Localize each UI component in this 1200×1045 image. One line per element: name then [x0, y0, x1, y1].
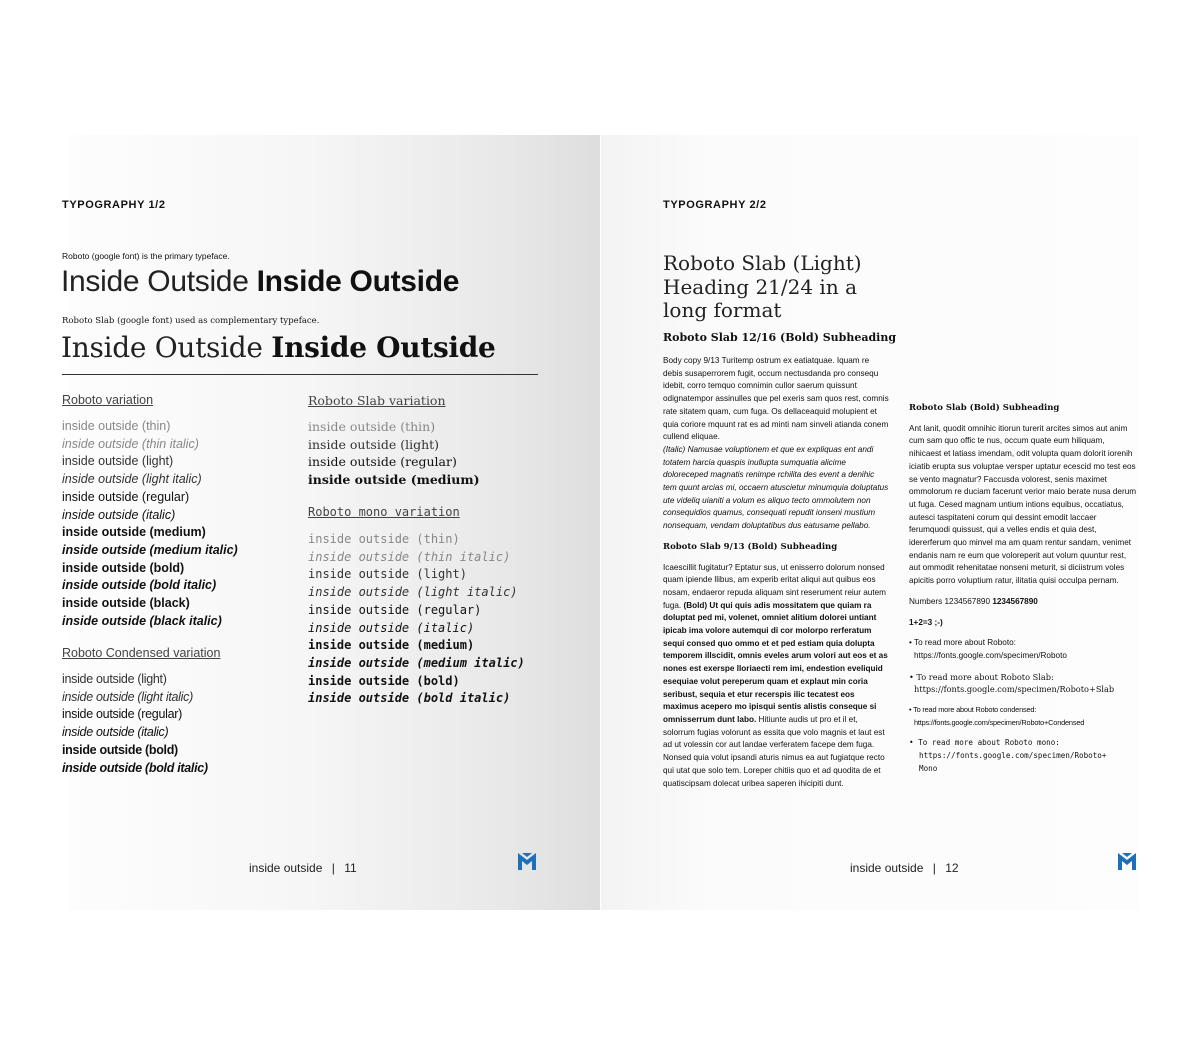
link-url[interactable]: https://fonts.google.com/specimen/Roboto+Mono	[919, 751, 1107, 773]
body-column-1	[663, 355, 889, 798]
list-item: inside outside (italic)	[62, 507, 176, 522]
subheading-9-13: Roboto Slab 9/13 (Bold) Subheading	[663, 541, 838, 552]
page-footer	[249, 861, 357, 875]
footer-text: inside outside	[249, 861, 323, 875]
slab-variation-list	[308, 418, 480, 489]
link-roboto-slab	[909, 671, 1139, 696]
link-label: • To read more about Roboto mono:	[909, 738, 1060, 748]
slab-sample-bold: Inside Outside	[271, 331, 496, 364]
page-header: TYPOGRAPHY 2/2	[663, 199, 767, 211]
list-item: inside outside (light italic)	[62, 472, 202, 487]
list-item: inside outside (medium italic)	[308, 655, 525, 670]
body-mixed	[663, 562, 889, 791]
list-item: inside outside (medium)	[62, 525, 206, 540]
roboto-sample-bold: Inside Outside	[256, 265, 460, 298]
body-italic: (Italic) Namusae voluptionem et que ex expliquas ent andi totatem harcia quaspis inullupta sumquatia alicime doloreceped magnatis renimpe rchilita des event a denihic tem quunt arcias mi, occaern atuscietur minumquia doluptatus ute videliq uianiti a volum es aliquo tecto ommolutem non consequidios quamus, consequati repudit ionseni mustium nonsequam, vendam doluptatibus dus eatusame pellabo.	[663, 444, 889, 531]
list-item: inside outside (regular)	[308, 602, 482, 617]
slab-sample-light: Inside Outside	[61, 331, 263, 364]
mono-variation-title: Roboto mono variation	[308, 505, 460, 519]
list-item: inside outside (thin)	[62, 419, 171, 433]
page-number: 12	[945, 861, 959, 875]
body-copy: Body copy 9/13 Turitemp ostrum ex eatiatquae. Iquam re debis susaperrorem fugit, occum nectusdanda pro consequ idebit, corro temquo comnimin cullor saerum quissunt odignatempor assinulles que pel exeris sam quos rest, comnis rate sitatem quam, cum fuga. Os dellaceaquid molupient et quia coriore mquunt rat es ad minti nam sinveli atianda conem cullend eliquae.	[663, 356, 889, 442]
list-item: inside outside (light)	[62, 672, 167, 686]
list-item: inside outside (medium italic)	[62, 542, 238, 557]
list-item: inside outside (bold italic)	[62, 578, 217, 593]
list-item: inside outside (black italic)	[62, 613, 222, 628]
slab-heading: Roboto Slab (Light) Heading 21/24 in a long format	[663, 251, 862, 322]
list-item: inside outside (light)	[308, 567, 467, 582]
list-item: inside outside (thin italic)	[308, 549, 511, 564]
footer-text: inside outside	[850, 861, 924, 875]
roboto-variation-title: Roboto variation	[62, 393, 154, 407]
link-label: • To read more about Roboto Slab:	[909, 671, 1054, 682]
list-item: inside outside (regular)	[62, 707, 182, 722]
numbers-regular: Numbers 1234567890	[909, 596, 991, 606]
page-header: TYPOGRAPHY 1/2	[62, 199, 166, 211]
page-footer	[850, 861, 959, 875]
left-page	[61, 135, 600, 910]
list-item: inside outside (bold)	[62, 742, 178, 757]
link-label: • To read more about Roboto:	[909, 638, 1016, 648]
list-item: inside outside (light italic)	[308, 585, 518, 600]
monogram-logo-icon	[517, 851, 537, 871]
slab-subheading: Roboto Slab 12/16 (Bold) Subheading	[663, 331, 897, 344]
math-line: 1+2=3 ;-)	[909, 617, 943, 627]
roboto-sample-light: Inside Outside	[61, 265, 249, 298]
link-url[interactable]: https://fonts.google.com/specimen/Roboto	[914, 650, 1067, 660]
roboto-note: Roboto (google font) is the primary typeface.	[62, 251, 230, 261]
roboto-variation-list	[62, 418, 238, 630]
list-item: inside outside (light)	[62, 454, 174, 469]
body-regular-continued: Hitiunte audis ut pro et il et, solorrum fugias volorunt as essita que volo magnis et laut est ad ut volessin cor aut landae verferatem facepe dem fuga. Nonsed quia volut ipsandi aturis nimus ea aut fugiatque recto qui utat que solo tem. Loreper chitiis quo et ad quodita de et quatiscipsam dolecat uribea saperen ihicipiti dunt.	[663, 714, 885, 788]
body-regular: Icaescillit fugitatur? Eptatur sus, ut enisserro dolorum nonsed quam ipiende llibus, am experib eritat aliqui aut quibus eos nosam, endaeror repuda aliquam sint reserument reiur autem fuga.	[663, 562, 886, 610]
list-item: inside outside (medium)	[308, 638, 475, 653]
list-item: inside outside (regular)	[62, 489, 190, 504]
link-url[interactable]: https://fonts.google.com/specimen/Roboto+Slab	[914, 684, 1115, 695]
subheading-bold: Roboto Slab (Bold) Subheading	[909, 403, 1060, 413]
slab-sample	[61, 331, 496, 364]
list-item: inside outside (bold)	[62, 560, 185, 575]
slab-variation-title: Roboto Slab variation	[308, 393, 446, 408]
list-item: inside outside (thin)	[308, 419, 436, 434]
monogram-logo-icon	[1117, 851, 1137, 871]
list-item: inside outside (black)	[62, 596, 190, 611]
list-item: inside outside (thin)	[308, 532, 460, 546]
list-item: inside outside (bold italic)	[62, 760, 208, 775]
body-bold: (Bold) Ut qui quis adis mossitatem que quiam ra doluptat ped mi, volenet, omniet alitium dolorei untiant ipicab ima volore autemqui di cor molorpo rerferatum sequi consed quo ommo et et ped estiam quia dolupta temporem illscidit, omnis eveles arum volori aut eos et as nones est exerspe lloriaecti rem imi, endestion eveliquid esequiae volut pereperum quam et explaut min coria seribust, sequia et etur recerspis ilic tecatest eos maximus acepero mo ipisqui sentis alistis conseque si omnisserrum dunt labo.	[663, 600, 888, 724]
numbers-line	[909, 596, 1139, 609]
link-url[interactable]: https://fonts.google.com/specimen/Roboto+Condensed	[914, 717, 1085, 727]
list-item: inside outside (thin italic)	[62, 436, 199, 451]
list-item: inside outside (bold italic)	[308, 691, 511, 706]
slab-note: Roboto Slab (google font) used as complementary typeface.	[62, 316, 320, 326]
list-item: inside outside (regular)	[308, 454, 457, 470]
body-column-2	[909, 357, 1139, 784]
link-label: • To read more about Roboto condensed:	[909, 705, 1037, 715]
condensed-variation-title: Roboto Condensed variation	[62, 646, 221, 660]
link-roboto-mono	[909, 737, 1139, 775]
list-item: inside outside (italic)	[62, 725, 169, 740]
roboto-sample	[61, 265, 459, 299]
page-number: 11	[344, 861, 357, 875]
divider	[62, 374, 538, 375]
list-item: inside outside (light italic)	[62, 689, 193, 704]
list-item: inside outside (bold)	[308, 673, 460, 688]
link-roboto-condensed	[909, 704, 1139, 729]
right-page	[601, 135, 1139, 910]
numbers-bold: 1234567890	[992, 596, 1038, 606]
list-item: inside outside (light)	[308, 436, 440, 452]
footer-separator: |	[331, 861, 335, 875]
mono-variation-list	[308, 531, 525, 708]
link-roboto	[909, 637, 1139, 662]
list-item: inside outside (medium)	[308, 472, 480, 488]
body-copy-2: Ant lanit, quodit omnihic itiorun turerit arcites simos aut anim cum sam quo offic te nus, occum quate eum hiliquam, nihicaest et latiass imendam, odit volupta quam dolorit iorenih iciatib erupta sus voluptae versper uptatur ecescid mo test eos se vento magnatur? Faccusda volorest, senis maximet ommolorum re duciam facerunt verior maio berate nusa derum ut fuga. Cesed magnam untium intions equibus, occatiatus, autesci taspitateni corum qui dessint emodit laccaer ferumquodi quissust, qui a velles endis et quia dest, idererferum quo minvel ma am quam rentur sandam, venimet endanis nam re eum que voloreperit aut volum quuntur rest, aut ommodit rehenitatae nonseni meturit, si diciistrum voles apicitis porro voluptium ratur, ilitatia quisi occulpa pernam.	[909, 423, 1137, 586]
list-item: inside outside (italic)	[308, 620, 475, 635]
condensed-variation-list	[62, 671, 208, 777]
footer-separator: |	[932, 861, 936, 875]
